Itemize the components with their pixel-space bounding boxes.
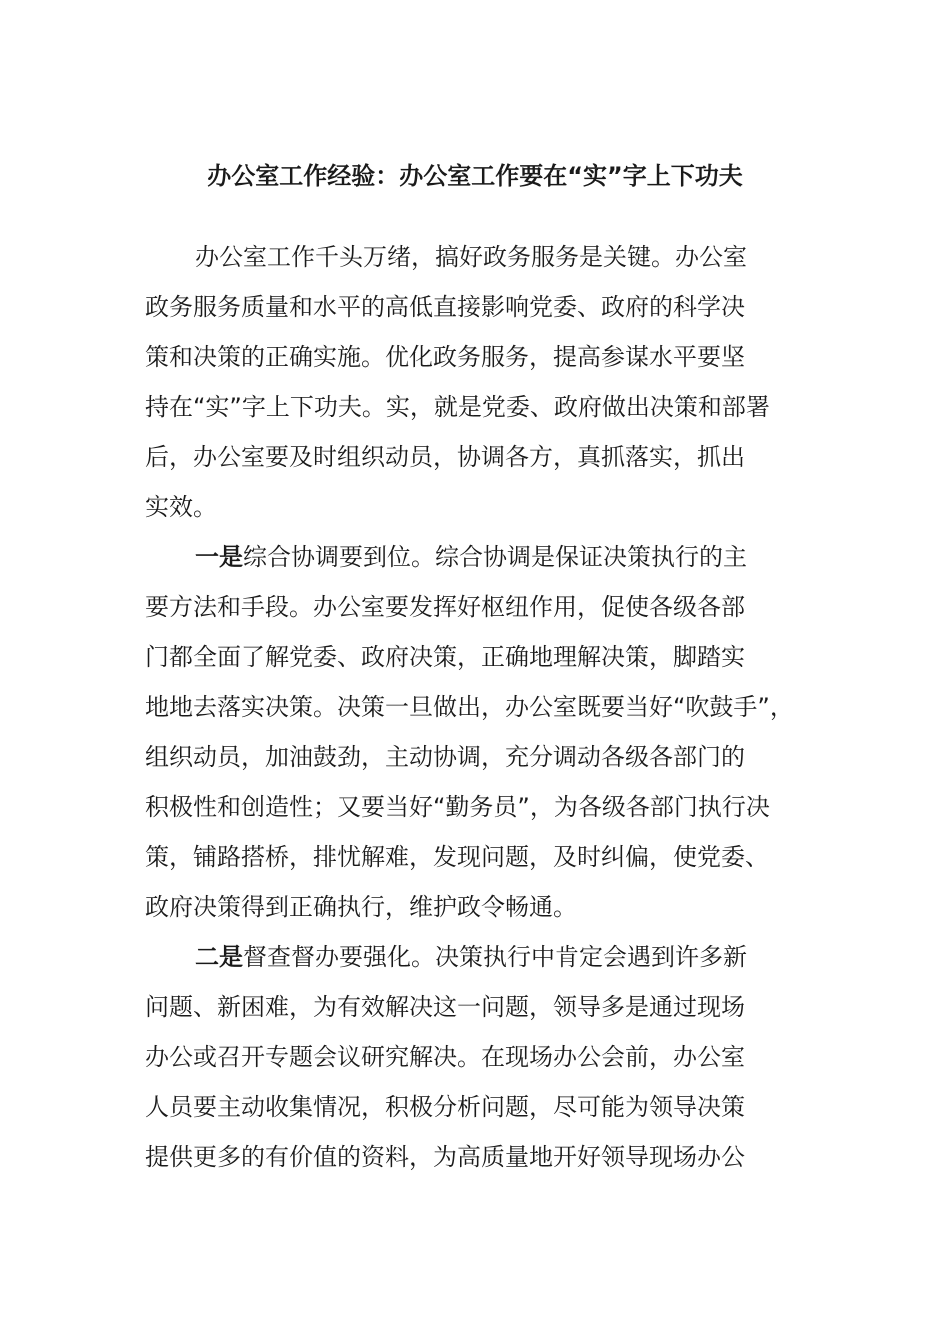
paragraph-line: 组织动员，加油鼓劲，主动协调，充分调动各级各部门的 [145, 743, 745, 771]
paragraph-line: 政务服务质量和水平的高低直接影响党委、政府的科学决 [145, 293, 745, 321]
paragraph-line: 积极性和创造性；又要当好“勤务员”，为各级各部门执行决 [145, 793, 770, 821]
paragraph-line: 要方法和手段。办公室要发挥好枢纽作用，促使各级各部 [145, 593, 745, 621]
paragraph-line-text: 督查督办要强化。决策执行中肯定会遇到许多新 [243, 943, 747, 971]
paragraph-line: 后，办公室要及时组织动员，协调各方，真抓落实，抓出 [145, 443, 745, 471]
paragraph-first-line [145, 532, 825, 582]
paragraph-line: 办公或召开专题会议研究解决。在现场办公会前，办公室 [145, 1043, 745, 1071]
paragraph-lead: 一是 [195, 543, 243, 571]
paragraph-line: 办公室工作千头万绪，搞好政务服务是关键。办公室 [195, 243, 747, 271]
paragraph-line-text: 综合协调要到位。综合协调是保证决策执行的主 [243, 543, 747, 571]
paragraph-line: 策和决策的正确实施。优化政务服务，提高参谋水平要坚 [145, 343, 745, 371]
paragraph-line: 实效。 [145, 493, 217, 521]
paragraph-line: 人员要主动收集情况，积极分析问题，尽可能为领导决策 [145, 1093, 745, 1121]
paragraph-line: 门都全面了解党委、政府决策，正确地理解决策，脚踏实 [145, 643, 745, 671]
paragraph-lead: 二是 [195, 943, 243, 971]
document-body [145, 232, 825, 1182]
paragraph-first-line [145, 932, 825, 982]
document-title: 办公室工作经验：办公室工作要在“实”字上下功夫 [207, 162, 743, 190]
paragraph-line: 地地去落实决策。决策一旦做出，办公室既要当好“吹鼓手”， [145, 693, 794, 721]
paragraph-point-two [145, 932, 825, 1182]
paragraph-line: 持在“实”字上下功夫。实，就是党委、政府做出决策和部署 [145, 393, 770, 421]
paragraph-line: 策，铺路搭桥，排忧解难，发现问题，及时纠偏，使党委、 [145, 843, 769, 871]
paragraph-intro [145, 232, 825, 532]
paragraph-line: 政府决策得到正确执行，维护政令畅通。 [145, 893, 577, 921]
paragraph-line: 提供更多的有价值的资料，为高质量地开好领导现场办公 [145, 1143, 745, 1171]
paragraph-point-one [145, 532, 825, 932]
paragraph-line: 问题、新困难，为有效解决这一问题，领导多是通过现场 [145, 993, 745, 1021]
